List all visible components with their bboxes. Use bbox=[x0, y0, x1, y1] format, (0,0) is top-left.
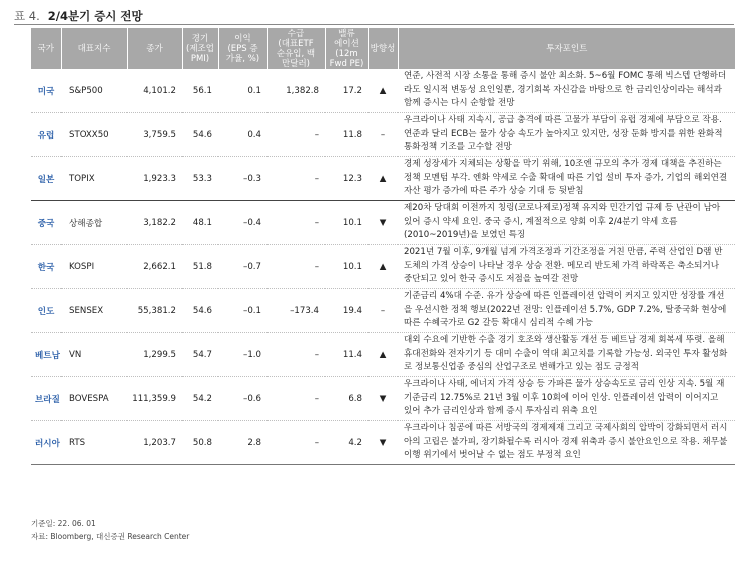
direction-cell: ▼ bbox=[368, 201, 398, 245]
country-cell: 한국 bbox=[31, 245, 61, 289]
close-cell: 4,101.2 bbox=[127, 69, 182, 113]
direction-cell: ▼ bbox=[368, 377, 398, 421]
country-cell: 러시아 bbox=[31, 421, 61, 465]
header-row bbox=[31, 28, 735, 69]
index-cell: 상해종합 bbox=[61, 201, 127, 245]
direction-cell: ▲ bbox=[368, 245, 398, 289]
point-cell bbox=[398, 377, 735, 421]
close-cell: 111,359.9 bbox=[127, 377, 182, 421]
table-row bbox=[31, 157, 735, 201]
outlook-table bbox=[31, 28, 735, 465]
eps-cell: 0.1 bbox=[218, 69, 267, 113]
table-title-text: 2/4분기 증시 전망 bbox=[47, 9, 143, 23]
direction-cell: ▼ bbox=[368, 421, 398, 465]
direction-cell: ▲ bbox=[368, 157, 398, 201]
point-cell bbox=[398, 245, 735, 289]
point-cell bbox=[398, 289, 735, 333]
flow-cell: – bbox=[267, 113, 325, 157]
country-cell: 일본 bbox=[31, 157, 61, 201]
flow-cell: – bbox=[267, 245, 325, 289]
table-row bbox=[31, 333, 735, 377]
point-text: 2021년 7월 이후, 9개월 넘게 가격조정과 기간조정을 거친 만큼, 주력 산업인 D램 반도체의 가격 상승이 나타날 경우 상승 전환. 메모리 반도체 가격 하락폭은 축소되거나 중단되고 있어 한국 증시도 저점을 높여갈 전망 bbox=[404, 247, 723, 285]
point-cell bbox=[398, 69, 735, 113]
close-cell: 3,759.5 bbox=[127, 113, 182, 157]
point-cell bbox=[398, 201, 735, 245]
pmi-cell: 53.3 bbox=[182, 157, 218, 201]
table-row bbox=[31, 421, 735, 465]
table-row bbox=[31, 69, 735, 113]
direction-cell: – bbox=[368, 289, 398, 333]
eps-cell: –0.6 bbox=[218, 377, 267, 421]
eps-cell: –0.3 bbox=[218, 157, 267, 201]
index-cell: STOXX50 bbox=[61, 113, 127, 157]
point-cell bbox=[398, 113, 735, 157]
pmi-cell: 50.8 bbox=[182, 421, 218, 465]
eps-cell: –0.1 bbox=[218, 289, 267, 333]
pmi-cell: 48.1 bbox=[182, 201, 218, 245]
title-rule bbox=[14, 24, 734, 25]
flow-cell: – bbox=[267, 333, 325, 377]
table-number: 표 4. bbox=[14, 9, 40, 23]
point-text: 연준, 사전적 시장 소통을 통해 증시 불안 최소화. 5~6월 FOMC 통해 빅스텝 단행하더라도 일시적 변동성 요인일뿐, 경기회복 자신감을 바탕으로 한 금리인상이라는 해석과 함께 증시는 다시 순항할 전망 bbox=[404, 71, 727, 109]
col-header-flow: 수급 (대표ETF 순유입, 백 만달러) bbox=[267, 28, 325, 69]
pmi-cell: 54.6 bbox=[182, 113, 218, 157]
point-cell bbox=[398, 157, 735, 201]
close-cell: 1,923.3 bbox=[127, 157, 182, 201]
close-cell: 3,182.2 bbox=[127, 201, 182, 245]
eps-cell: 2.8 bbox=[218, 421, 267, 465]
col-header-eps: 이익 (EPS 증 가율, %) bbox=[218, 28, 267, 69]
point-text: 제20차 당대회 이전까지 칭링(코로나제로)정책 유지와 민간기업 규제 등 난관이 남아 있어 증시 약세 요인. 중국 증시, 계절적으로 양회 이후 2/4분기 약세 흐름(2010~2019년)을 보였던 특징 bbox=[404, 203, 721, 241]
point-text: 우크라이나 사태 지속시, 공급 충격에 따른 고물가 부담이 유럽 경제에 부담으로 작용. 연준과 달리 ECB는 물가 상승 속도가 높아지고 있지만, 성장 둔화 방지를 위한 완화적 통화정책 기조를 고수할 전망 bbox=[404, 115, 723, 153]
pe-cell: 6.8 bbox=[325, 377, 368, 421]
flow-cell: – bbox=[267, 377, 325, 421]
index-cell: BOVESPA bbox=[61, 377, 127, 421]
flow-cell: – bbox=[267, 421, 325, 465]
flow-cell: – bbox=[267, 201, 325, 245]
point-text: 우크라이나 침공에 따른 서방국의 경제제재 그리고 국제사회의 압박이 강화되면서 러시아의 고립은 불가피, 장기화될수록 러시아 경제 위축과 증시 불안요인으로 작용. 채무불이행 위기에서 벗어날 수 없는 점도 부정적 요인 bbox=[404, 423, 728, 461]
point-text: 우크라이나 사태, 에너지 가격 상승 등 가파른 물가 상승속도로 금리 인상 지속. 5월 재 기준금리 12.75%로 21년 3월 이후 10회에 이어 인상. 인플레이션 압력이 이어지고 있어 추가 금리인상과 함께 증시 투자심리 위축 요인 bbox=[404, 379, 725, 417]
pmi-cell: 54.7 bbox=[182, 333, 218, 377]
table-row bbox=[31, 113, 735, 157]
flow-cell: – bbox=[267, 157, 325, 201]
close-cell: 1,299.5 bbox=[127, 333, 182, 377]
index-cell: S&P500 bbox=[61, 69, 127, 113]
index-cell: SENSEX bbox=[61, 289, 127, 333]
pe-cell: 10.1 bbox=[325, 245, 368, 289]
index-cell: TOPIX bbox=[61, 157, 127, 201]
country-cell: 인도 bbox=[31, 289, 61, 333]
index-cell: VN bbox=[61, 333, 127, 377]
country-cell: 미국 bbox=[31, 69, 61, 113]
point-text: 대외 수요에 기반한 수출 경기 호조와 생산활동 개선 등 베트남 경제 회복세 뚜렷. 올해 휴대전화와 전자기기 등 대미 수출이 역대 최고치를 기록할 가능성. 외국인 투자 활성화로 정보통신업종 중심의 산업구조로 변해가고 있는 점도 긍정적 bbox=[404, 335, 728, 373]
pe-cell: 11.8 bbox=[325, 113, 368, 157]
col-header-direction: 방향성 bbox=[368, 28, 398, 69]
pmi-cell: 54.6 bbox=[182, 289, 218, 333]
pmi-cell: 56.1 bbox=[182, 69, 218, 113]
pmi-cell: 51.8 bbox=[182, 245, 218, 289]
pmi-cell: 54.2 bbox=[182, 377, 218, 421]
close-cell: 2,662.1 bbox=[127, 245, 182, 289]
pe-cell: 17.2 bbox=[325, 69, 368, 113]
country-cell: 중국 bbox=[31, 201, 61, 245]
table-row bbox=[31, 377, 735, 421]
point-text: 경제 성장세가 지체되는 상황을 막기 위해, 10조엔 규모의 추가 경제 대책을 추진하는 정책 모멘텀 부각. 엔화 약세로 수출 확대에 따른 기업 설비 투자 증가, 기업의 해외연결자산 평가 증가에 따른 주가 상승 기대 등 뒷받침 bbox=[404, 159, 728, 197]
eps-cell: 0.4 bbox=[218, 113, 267, 157]
country-cell: 유럽 bbox=[31, 113, 61, 157]
pe-cell: 11.4 bbox=[325, 333, 368, 377]
pe-cell: 4.2 bbox=[325, 421, 368, 465]
col-header-index: 대표지수 bbox=[61, 28, 127, 69]
country-cell: 베트남 bbox=[31, 333, 61, 377]
point-cell bbox=[398, 421, 735, 465]
col-header-pmi: 경기 (제조업 PMI) bbox=[182, 28, 218, 69]
eps-cell: –1.0 bbox=[218, 333, 267, 377]
flow-cell: –173.4 bbox=[267, 289, 325, 333]
index-cell: RTS bbox=[61, 421, 127, 465]
col-header-close: 종가 bbox=[127, 28, 182, 69]
eps-cell: –0.4 bbox=[218, 201, 267, 245]
col-header-point: 투자포인트 bbox=[398, 28, 735, 69]
pe-cell: 10.1 bbox=[325, 201, 368, 245]
base-date-note: 기준일: 22. 06. 01 bbox=[31, 519, 96, 528]
direction-cell: ▲ bbox=[368, 333, 398, 377]
point-text: 기준금리 4%대 수준. 유가 상승에 따른 인플레이션 압력이 커지고 있지만 성장률 개선을 우선시한 정책 행보(2022년 전망: 인플레이션 5.7%, GDP 7.2%, 탈중국화 현상에 따른 수혜국가로 G2 갈등 확대시 심리적 수혜 가능 bbox=[404, 291, 727, 329]
pe-cell: 12.3 bbox=[325, 157, 368, 201]
country-cell: 브라질 bbox=[31, 377, 61, 421]
col-header-pe: 밸류 에이션 (12m Fwd PE) bbox=[325, 28, 368, 69]
source-note: 자료: Bloomberg, 대신증권 Research Center bbox=[31, 532, 190, 541]
close-cell: 1,203.7 bbox=[127, 421, 182, 465]
table-row bbox=[31, 245, 735, 289]
flow-cell: 1,382.8 bbox=[267, 69, 325, 113]
index-cell: KOSPI bbox=[61, 245, 127, 289]
direction-cell: ▲ bbox=[368, 69, 398, 113]
close-cell: 55,381.2 bbox=[127, 289, 182, 333]
direction-cell: – bbox=[368, 113, 398, 157]
table-row bbox=[31, 201, 735, 245]
point-cell bbox=[398, 333, 735, 377]
eps-cell: –0.7 bbox=[218, 245, 267, 289]
col-header-country: 국가 bbox=[31, 28, 61, 69]
table-row bbox=[31, 289, 735, 333]
pe-cell: 19.4 bbox=[325, 289, 368, 333]
